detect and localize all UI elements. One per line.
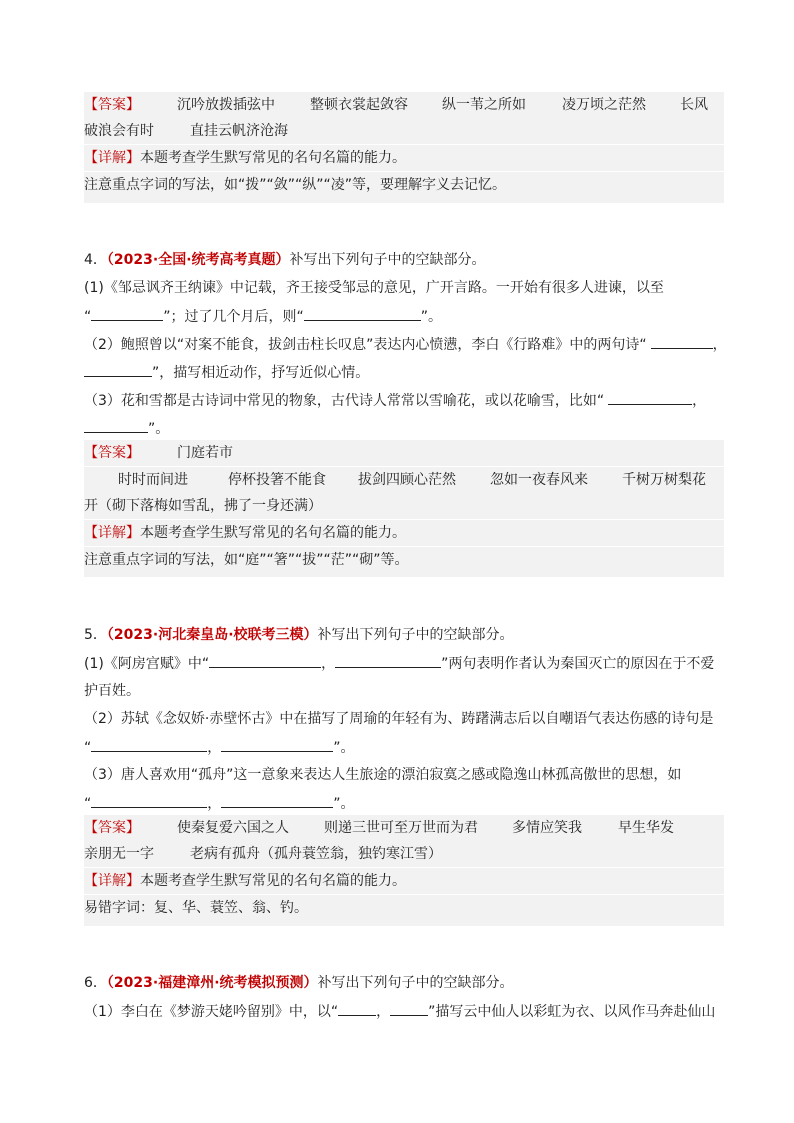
q3-detail-row bbox=[84, 145, 724, 172]
answer-item: 多情应笑我 bbox=[512, 820, 582, 836]
q5-part2-line2: “ ， ”。 bbox=[84, 737, 724, 758]
answer-item: 早生华发 bbox=[618, 820, 674, 836]
answer-blank bbox=[335, 653, 441, 668]
question-stem: 补写出下列句子中的空缺部分。 bbox=[317, 975, 514, 991]
answer-item: 老病有孤舟（孤舟蓑笠翁，独钓寒江雪） bbox=[190, 846, 442, 862]
answer-item: 拔剑四顾心茫然 bbox=[358, 472, 456, 488]
answer-blank bbox=[91, 737, 207, 752]
answer-item: 长风 bbox=[680, 97, 708, 113]
note-text: 易错字词：复、华、蓑笠、翁、钓。 bbox=[84, 900, 308, 916]
q5-answer-row-1 bbox=[84, 815, 724, 841]
q4-part3-line2: ”。 bbox=[84, 418, 724, 439]
answer-item: 沉吟放拨插弦中 bbox=[177, 97, 275, 113]
q5-part1-line2: 护百姓。 bbox=[84, 683, 140, 699]
q4-part2-line1: （2）鲍照曾以“对案不能食，拔剑击柱长叹息”表达内心愤懑，李白《行路难》中的两句诗“ ， bbox=[84, 334, 724, 355]
answer-blank bbox=[338, 1001, 376, 1016]
answer-tag: 【答案】 bbox=[84, 820, 140, 836]
answer-item: 千树万树梨花 bbox=[622, 472, 706, 488]
note-text: 注意重点字词的写法，如“庭”“箸”“拔”“茫”“砌”等。 bbox=[84, 552, 409, 568]
q4-note-row bbox=[84, 547, 724, 573]
q4-part2-line2: ”，描写相近动作，抒写近似心情。 bbox=[84, 362, 724, 383]
answer-item: 破浪会有时 bbox=[84, 123, 154, 139]
answer-blank bbox=[390, 1001, 428, 1016]
answer-item: 忽如一夜春风来 bbox=[490, 472, 588, 488]
answer-blank bbox=[608, 390, 692, 405]
answer-item: 则递三世可至万世而为君 bbox=[324, 820, 478, 836]
answer-item: 使秦复爱六国之人 bbox=[177, 820, 289, 836]
q4-answer-row-1 bbox=[84, 440, 724, 467]
q4-part1-line1: (1)《邹忌讽齐王纳谏》中记载，齐王接受邹忌的意见，广开言路。一开始有很多人进谏，以至 bbox=[84, 280, 664, 296]
detail-tag: 【详解】 bbox=[84, 873, 140, 889]
answer-item: 亲朋无一字 bbox=[84, 846, 154, 862]
answer-item: 纵一苇之所如 bbox=[442, 97, 526, 113]
note-text: 注意重点字词的写法，如“拨”“敛”“纵”“凌”等，要理解字义去记忆。 bbox=[84, 177, 507, 193]
answer-blank bbox=[209, 653, 321, 668]
question-number: 5． bbox=[84, 627, 107, 643]
question-source: （2023·河北秦皇岛·校联考三模） bbox=[106, 627, 318, 643]
answer-item: 开（砌下落梅如雪乱，拂了一身还满） bbox=[84, 498, 322, 514]
question-number: 6． bbox=[84, 975, 107, 991]
answer-item: 整顿衣裳起敛容 bbox=[310, 97, 408, 113]
q5-answer-row-2 bbox=[84, 841, 724, 868]
question-stem: 补写出下列句子中的空缺部分。 bbox=[317, 627, 514, 643]
detail-text: 本题考查学生默写常见的名句名篇的能力。 bbox=[140, 150, 406, 166]
detail-tag: 【详解】 bbox=[84, 150, 140, 166]
q3-answer-row-2 bbox=[84, 118, 724, 145]
answer-tag: 【答案】 bbox=[84, 445, 140, 461]
q5-part2-line1: （2）苏轼《念奴娇·赤壁怀古》中在描写了周瑜的年轻有为、踌躇满志后以自嘲语气表达伤感的诗句是 bbox=[84, 711, 714, 727]
answer-blank bbox=[84, 362, 152, 377]
detail-text: 本题考查学生默写常见的名句名篇的能力。 bbox=[140, 873, 406, 889]
answer-blank bbox=[304, 306, 421, 321]
q6-header bbox=[84, 973, 724, 993]
q6-part1-line1: （1）李白在《梦游天姥吟留别》中，以“ ， ”描写云中仙人以彩虹为衣、以风作马奔赴仙山 bbox=[84, 1001, 724, 1022]
answer-item: 门庭若市 bbox=[177, 445, 233, 461]
answer-blank bbox=[221, 793, 333, 808]
q5-part1-line1: (1)《阿房宫赋》中“ ， ”两句表明作者认为秦国灭亡的原因在于不爱 bbox=[84, 653, 724, 674]
q5-header bbox=[84, 625, 724, 645]
q4-answer-row-2 bbox=[84, 467, 724, 493]
question-source: （2023·福建漳州·统考模拟预测） bbox=[106, 975, 318, 991]
q4-answer-row-3 bbox=[84, 493, 724, 520]
question-source: （2023·全国·统考高考真题） bbox=[106, 252, 290, 268]
q3-note-row bbox=[84, 172, 724, 198]
q4-header bbox=[84, 250, 724, 270]
answer-blank bbox=[651, 334, 713, 349]
answer-item: 直挂云帆济沧海 bbox=[190, 123, 288, 139]
question-number: 4． bbox=[84, 252, 107, 268]
answer-tag: 【答案】 bbox=[84, 97, 140, 113]
q5-part3-line2: “ ， ”。 bbox=[84, 793, 724, 814]
answer-item: 凌万顷之茫然 bbox=[562, 97, 646, 113]
answer-blank bbox=[91, 306, 163, 321]
answer-blank bbox=[221, 737, 333, 752]
detail-tag: 【详解】 bbox=[84, 525, 140, 541]
answer-blank bbox=[84, 418, 148, 433]
answer-item: 停杯投箸不能食 bbox=[228, 472, 326, 488]
question-stem: 补写出下列句子中的空缺部分。 bbox=[289, 252, 486, 268]
q3-answer-row-1 bbox=[84, 92, 724, 118]
q5-note-row bbox=[84, 895, 724, 921]
q4-part3-line1: （3）花和雪都是古诗词中常见的物象，古代诗人常常以雪喻花，或以花喻雪，比如“ ， bbox=[84, 390, 724, 411]
q5-detail-row bbox=[84, 868, 724, 895]
answer-item: 时时而间进 bbox=[118, 472, 188, 488]
q5-part3-line1: （3）唐人喜欢用“孤舟”这一意象来表达人生旅途的漂泊寂寞之感或隐逸山林孤高傲世的思想，如 bbox=[84, 767, 682, 783]
detail-text: 本题考查学生默写常见的名句名篇的能力。 bbox=[140, 525, 406, 541]
answer-blank bbox=[91, 793, 207, 808]
q4-detail-row bbox=[84, 520, 724, 547]
q4-part1-line2: “ ”；过了几个月后，则“ ”。 bbox=[84, 306, 724, 327]
